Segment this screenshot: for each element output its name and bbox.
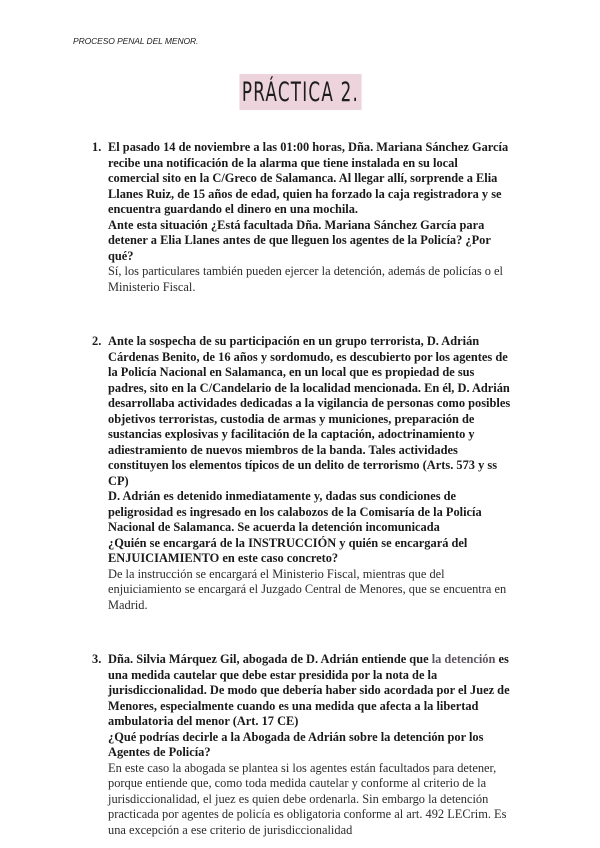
answer-text: En este caso la abogada se plantea si los agentes están facultados para detener, porque entiende que, como toda medida cautelar y conforme al criterio de la jurisdiccionalidad, el juez es quien debe ordenarla. Sin embargo la detención practicada por agentes de policía es obligatoria conforme al art. 492 LECrim. Es una excepción a ese criterio de jurisdiccionalidad [108,760,507,837]
case-statement-continued: D. Adrián es detenido inmediatamente y, dadas sus condiciones de peligrosidad es ingresado en los calabozos de la Comisaría de la Policía Nacional de Salamanca. Se acuerda la detención incomunicada [108,489,482,534]
question-text: ¿Qué podrías decirle a la Abogada de Adrián sobre la detención por los Agentes de Policía? [108,729,484,759]
statement-text: Dña. Silvia Márquez Gil, abogada de D. Adrián entiende que [108,652,432,666]
running-header: PROCESO PENAL DEL MENOR. [73,36,199,46]
case-statement [108,652,512,730]
answer-text: De la instrucción se encargará el Ministerio Fiscal, mientras que del enjuiciamiento se encargará el Juzgado Central de Menores, que se encuentra en Madrid. [108,566,507,612]
highlighted-term: la detención [431,652,496,666]
question-item-1 [92,140,512,295]
question-text: Ante esta situación ¿Está facultada Dña. Mariana Sánchez García para detener a Elia Llanes antes de que lleguen los agentes de la Policía? ¿Por qué? [108,217,491,263]
question-item-2 [92,334,512,613]
answer-text: Sí, los particulares también pueden ejercer la detención, además de policías o el Ministerio Fiscal. [108,264,503,294]
question-number: 1. [92,140,102,154]
question-list [92,140,512,838]
title-container [0,74,600,110]
case-statement: Ante la sospecha de su participación en un grupo terrorista, D. Adrián Cárdenas Benito, de 16 años y sordomudo, es descubierto por los agentes de la Policía Nacional en Salamanca, en un local que es propiedad de sus padres, sito en la C/Candelario de la localidad mencionada. En él, D. Adrián desarrollaba actividades dedicadas a la vigilancia de personas como posibles objetivos terroristas, custodia de armas y municiones, preparación de sustancias explosivas y facilitación de la captación, adoctrinamiento y adiestramiento de nuevos miembros de la banda. Tales actividades constituyen los elementos típicos de un delito de terrorismo (Arts. 573 y ss CP) [108,334,511,488]
statement-text: es una medida cautelar que debe estar presidida por la nota de la jurisdiccionalidad. De modo que debería haber sido acordada por el Juez de Menores, especialmente cuando es una medida que afecta a la libertad ambulatoria del menor (Art. 17 CE) [108,652,510,728]
question-number: 2. [92,334,102,348]
case-statement: El pasado 14 de noviembre a las 01:00 horas, Dña. Mariana Sánchez García recibe una notificación de la alarma que tiene instalada en su local comercial sito en la C/Greco de Salamanca. Al llegar allí, sorprende a Elia Llanes Ruiz, de 15 años de edad, quien ha forzado la caja registradora y se encuentra guardando el dinero en una mochila. [108,140,509,216]
question-item-3 [92,652,512,838]
question-text: ¿Quién se encargará de la INSTRUCCIÓN y quién se encargará del ENJUICIAMIENTO en este caso concreto? [108,535,468,565]
page-title: PRÁCTICA 2. [239,74,361,110]
question-number: 3. [92,652,102,666]
